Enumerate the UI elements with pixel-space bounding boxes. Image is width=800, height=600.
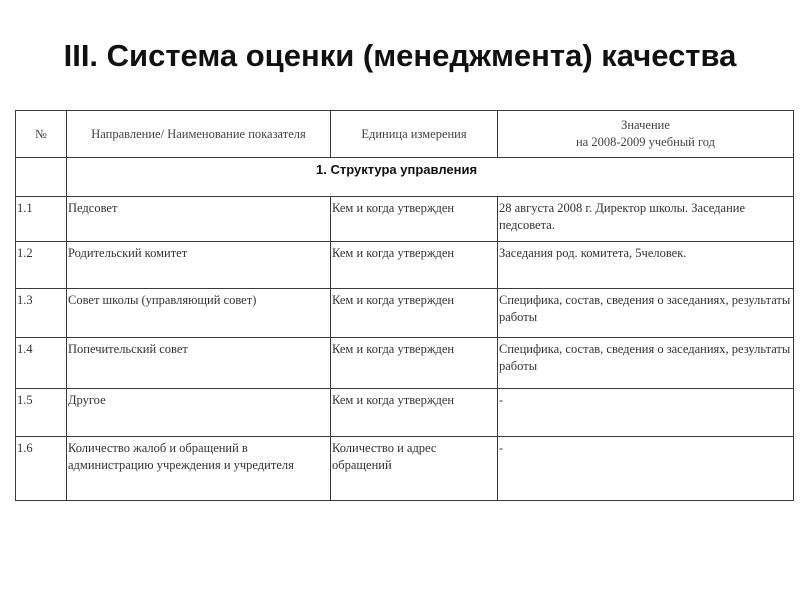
row-name: Педсовет <box>67 197 331 242</box>
row-value: - <box>498 437 794 501</box>
row-name: Попечительский совет <box>67 338 331 389</box>
row-name: Совет школы (управляющий совет) <box>67 289 331 338</box>
row-num: 1.2 <box>16 242 67 289</box>
table-row <box>16 242 794 289</box>
row-num: 1.3 <box>16 289 67 338</box>
row-unit: Кем и когда утвержден <box>331 289 498 338</box>
row-value: 28 августа 2008 г. Директор школы. Заседание педсовета. <box>498 197 794 242</box>
row-value: Специфика, состав, сведения о заседаниях, результаты работы <box>498 289 794 338</box>
row-name: Количество жалоб и обращений в администрацию учреждения и учредителя <box>67 437 331 501</box>
row-name: Родительский комитет <box>67 242 331 289</box>
header-direction: Направление/ Наименование показателя <box>67 111 331 158</box>
quality-system-table <box>15 110 794 501</box>
page-title: III. Система оценки (менеджмента) качества <box>63 38 737 73</box>
row-name: Другое <box>67 389 331 437</box>
row-unit: Количество и адрес обращений <box>331 437 498 501</box>
section-row <box>16 158 794 197</box>
section-num-cell <box>16 158 67 197</box>
table-row <box>16 197 794 242</box>
table-row <box>16 289 794 338</box>
section-title: 1. Структура управления <box>67 158 794 197</box>
table-header-row <box>16 111 794 158</box>
row-num: 1.5 <box>16 389 67 437</box>
row-num: 1.4 <box>16 338 67 389</box>
header-num: № <box>16 111 67 158</box>
row-value: Заседания род. комитета, 5человек. <box>498 242 794 289</box>
table-row <box>16 437 794 501</box>
row-unit: Кем и когда утвержден <box>331 242 498 289</box>
header-value <box>498 111 794 158</box>
row-unit: Кем и когда утвержден <box>331 389 498 437</box>
header-value-line1: Значение <box>621 118 670 132</box>
header-value-line2: на 2008-2009 учебный год <box>575 135 716 149</box>
table-row <box>16 389 794 437</box>
row-unit: Кем и когда утвержден <box>331 197 498 242</box>
row-value: - <box>498 389 794 437</box>
table-row <box>16 338 794 389</box>
header-unit: Единица измерения <box>331 111 498 158</box>
row-num: 1.6 <box>16 437 67 501</box>
row-value: Специфика, состав, сведения о заседаниях, результаты работы <box>498 338 794 389</box>
row-unit: Кем и когда утвержден <box>331 338 498 389</box>
row-num: 1.1 <box>16 197 67 242</box>
